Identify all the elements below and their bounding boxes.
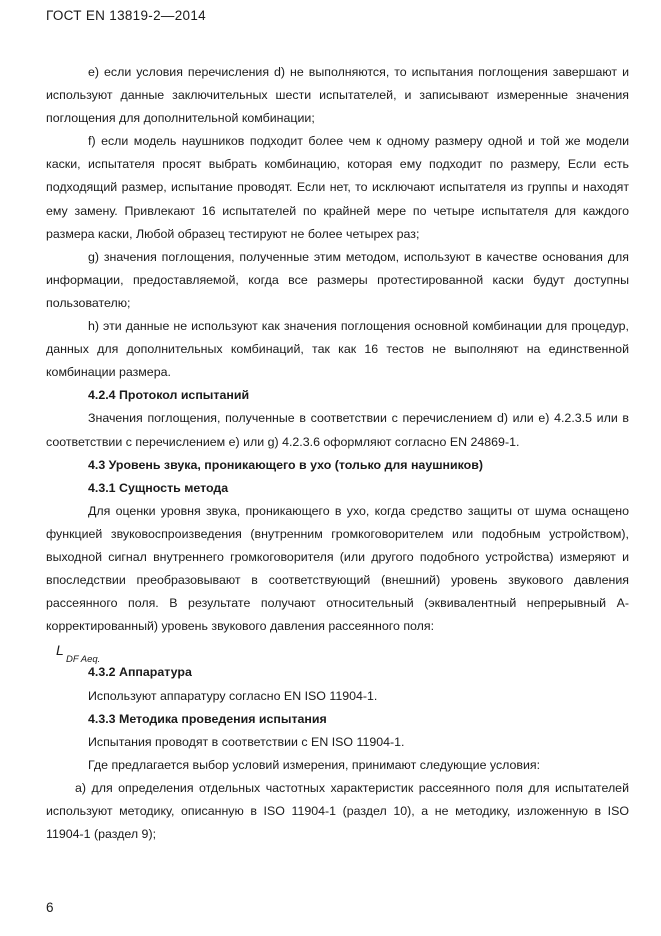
paragraph-4-3-3-b: Где предлагается выбор условий измерения, принимают следующие условия: — [88, 757, 541, 772]
heading-4-3-3: 4.3.3 Методика проведения испытания — [88, 711, 327, 726]
formula-subscript: DF Aeq. — [66, 654, 101, 666]
formula-symbol: L — [56, 642, 64, 659]
heading-4-2-4: 4.2.4 Протокол испытаний — [88, 388, 250, 403]
document-header: ГОСТ EN 13819-2—2014 — [46, 8, 206, 23]
paragraph-h: h) эти данные не используют как значения поглощения основной комбинации для процедур, данных для дополнительных комбинаций, так как 16 тестов не выполняют на единственной комбинации размера. — [46, 319, 629, 380]
formula-ldf-aeq — [46, 638, 629, 666]
paragraph-4-3-3-a: Испытания проводят в соответствии с EN ISO 11904-1. — [88, 734, 405, 749]
paragraph-g: g) значения поглощения, полученные этим методом, используют в качестве основания для информации, предоставляемой, когда все размеры протестированной каски будут доступны пользователю; — [46, 249, 629, 310]
paragraph-4-3-3-c: а) для определения отдельных частотных характеристик рассеянного поля для испытателей используют методику, описанную в ISO 11904-1 (раздел 10), а не методику, изложенную в ISO 11904-1 (раздел 9); — [46, 780, 629, 842]
paragraph-f: f) если модель наушников подходит более чем к одному размеру одной и той же модели каски, испытателя просят выбрать комбинацию, которая ему подходит по размеру, Если есть подходящий размер, испытание проводят. Если нет, то исключают испытателя из группы и находят ему замену. Привлекают 16 испытателей по крайней мере по четыре испытателя для каждого размера каски, Любой образец тестируют не более четырех раз; — [46, 134, 629, 241]
paragraph-e: е) если условия перечисления d) не выполняются, то испытания поглощения завершают и используют данные заключительных шести испытателей, и записывают измеренные значения поглощения для дополнительной комбинации; — [46, 65, 629, 126]
heading-4-3-1: 4.3.1 Сущность метода — [88, 480, 229, 495]
page-number: 6 — [46, 900, 54, 915]
paragraph-4-2-4: Значения поглощения, полученные в соответствии с перечислением d) или е) 4.2.3.5 или в соответствии с перечислением е) или g) 4.2.3.6 оформляют согласно EN 24869-1. — [46, 411, 629, 449]
heading-4-3: 4.3 Уровень звука, проникающего в ухо (только для наушников) — [88, 457, 483, 472]
document-body — [46, 61, 629, 846]
heading-4-3-2: 4.3.2 Аппаратура — [88, 665, 192, 680]
paragraph-4-3-1: Для оценки уровня звука, проникающего в ухо, когда средство защиты от шума оснащено функцией звуковоспроизведения (внутренним громкоговорителем или подобным устройством), выходной сигнал внутреннего громкоговорителя (или другого подобного устройства) измеряют и впоследствии преобразовывают в соответствующий (внешний) уровень звукового давления рассеянного поля. В результате получают относительный (эквивалентный непрерывный А-корректированный) уровень звукового давления рассеянного поля: — [46, 503, 629, 634]
paragraph-4-3-2: Используют аппаратуру согласно EN ISO 11904-1. — [88, 688, 378, 703]
